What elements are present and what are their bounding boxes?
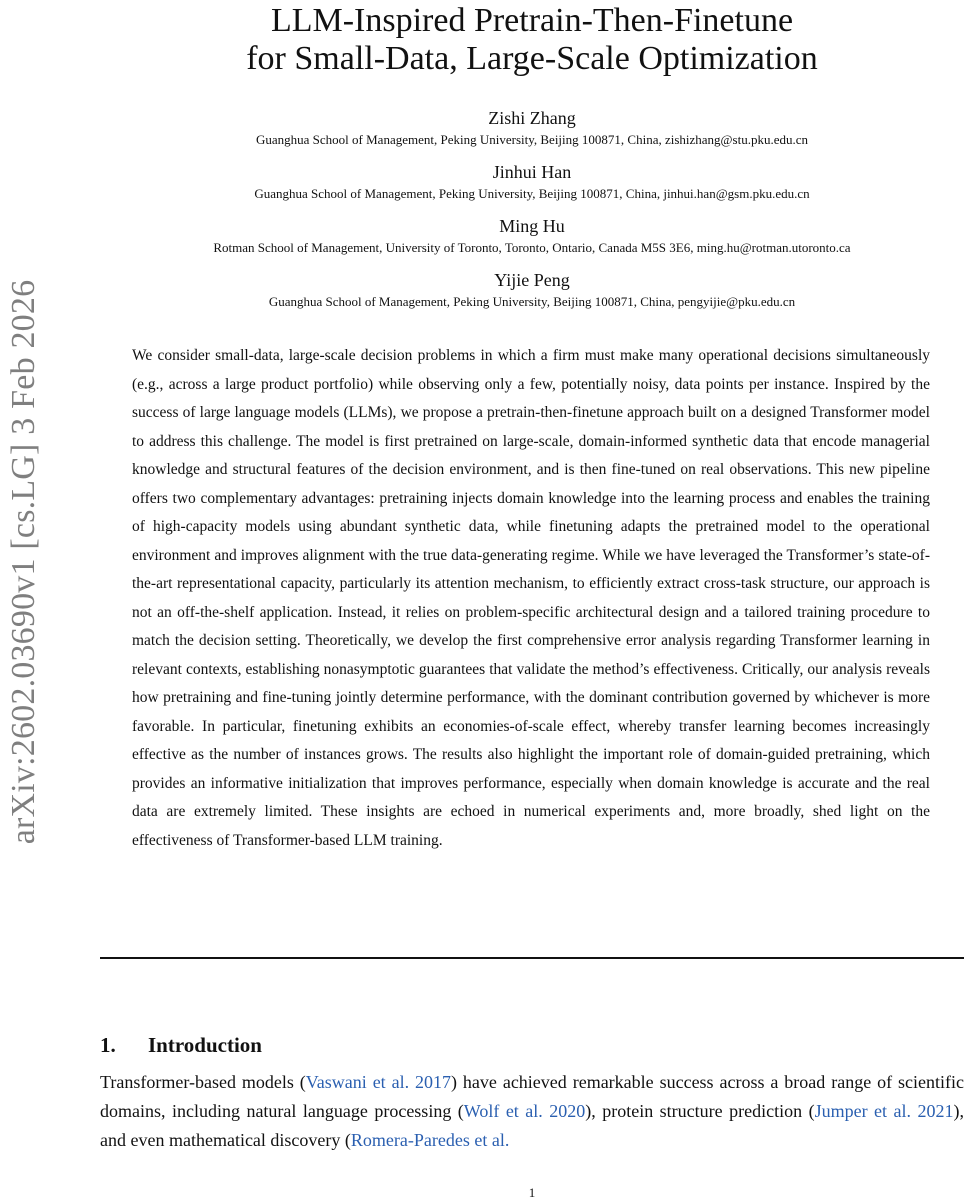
paper-title-line-2: for Small-Data, Large-Scale Optimization [246, 40, 818, 77]
citation-link-jumper[interactable]: Jumper et al. 2021 [814, 1101, 954, 1121]
author-block [100, 160, 964, 214]
citation-link-wolf[interactable]: Wolf et al. 2020 [463, 1101, 586, 1121]
author-affiliation: Guanghua School of Management, Peking University, Beijing 100871, China, pengyijie@pku.edu.cn [268, 294, 796, 309]
author-affiliation: Guanghua School of Management, Peking University, Beijing 100871, China, jinhui.han@gsm.pku.edu.cn [254, 186, 810, 201]
author-name: Jinhui Han [492, 162, 572, 182]
citation-link-romera-paredes[interactable]: Romera-Paredes et al. [350, 1130, 510, 1150]
section-heading-introduction [100, 1031, 262, 1059]
abstract-divider [100, 957, 964, 959]
arxiv-identifier-stamp [0, 0, 48, 1200]
abstract: We consider small-data, large-scale decision problems in which a firm must make many operational decisions simultaneously (e.g., across a large product portfolio) while observing only a few, potentially noisy, data points per instance. Inspired by the success of large language models (LLMs), we propose a pretrain-then-finetune approach built on a designed Transformer model to address this challenge. The model is first pretrained on large-scale, domain-informed synthetic data that encode managerial knowledge and structural features of the decision environment, and is then fine-tuned on real observations. This new pipeline offers two complementary advantages: pretraining injects domain knowledge into the learning process and enables the training of high-capacity models using abundant synthetic data, while finetuning adapts the pretrained model to the operational environment and improves alignment with the true data-generating regime. While we have leveraged the Transformer’s state-of-the-art representational capacity, particularly its attention mechanism, to efficiently extract cross-task structure, our approach is not an off-the-shelf application. Instead, it relies on problem-specific architectural design and a tailored training procedure to match the decision setting. Theoretically, we develop the first comprehensive error analysis regarding Transformer learning in relevant contexts, establishing nonasymptotic guarantees that validate the method’s effectiveness. Critically, our analysis reveals how pretraining and fine-tuning jointly determine performance, with the dominant contribution governed by whichever is more favorable. In particular, finetuning exhibits an economies-of-scale effect, whereby transfer learning becomes increasingly effective as the number of instances grows. The results also highlight the important role of domain-guided pretraining, which provides an informative initialization that improves performance, especially when domain knowledge is accurate and the real data are extremely limited. These insights are echoed in numerical experiments and, more broadly, shed light on the effectiveness of Transformer-based LLM training. [132, 347, 930, 849]
paper-title-line-1: LLM-Inspired Pretrain-Then-Finetune [270, 2, 794, 39]
author-affiliation: Rotman School of Management, University of Toronto, Toronto, Ontario, Canada M5S 3E6, ming.hu@rotman.utoronto.ca [213, 240, 851, 255]
intro-text: ), protein structure prediction ( [585, 1101, 815, 1121]
page-number: 1 [528, 1185, 536, 1200]
arxiv-identifier-text: arXiv:2602.03690v1 [cs.LG] 3 Feb 2026 [5, 279, 42, 845]
introduction-paragraph [100, 1068, 964, 1184]
section-title: Introduction [148, 1033, 262, 1057]
author-list [100, 106, 964, 322]
author-name: Yijie Peng [494, 270, 570, 290]
author-name: Ming Hu [499, 216, 565, 236]
author-block [100, 214, 964, 268]
intro-text: ) have achieved remarkable success across a broad range of scientific domains, including natural language processing ( [100, 1072, 964, 1121]
author-block [100, 268, 964, 322]
author-name: Zishi Zhang [488, 108, 576, 128]
section-number: 1. [100, 1033, 116, 1057]
author-block [100, 106, 964, 160]
paper-title [100, 2, 964, 78]
intro-text: ), and even mathematical discovery ( [100, 1101, 964, 1150]
author-affiliation: Guanghua School of Management, Peking University, Beijing 100871, China, zishizhang@stu.pku.edu.cn [256, 132, 808, 147]
citation-link-vaswani[interactable]: Vaswani et al. 2017 [305, 1072, 452, 1092]
intro-text: Transformer-based models ( [100, 1072, 306, 1092]
